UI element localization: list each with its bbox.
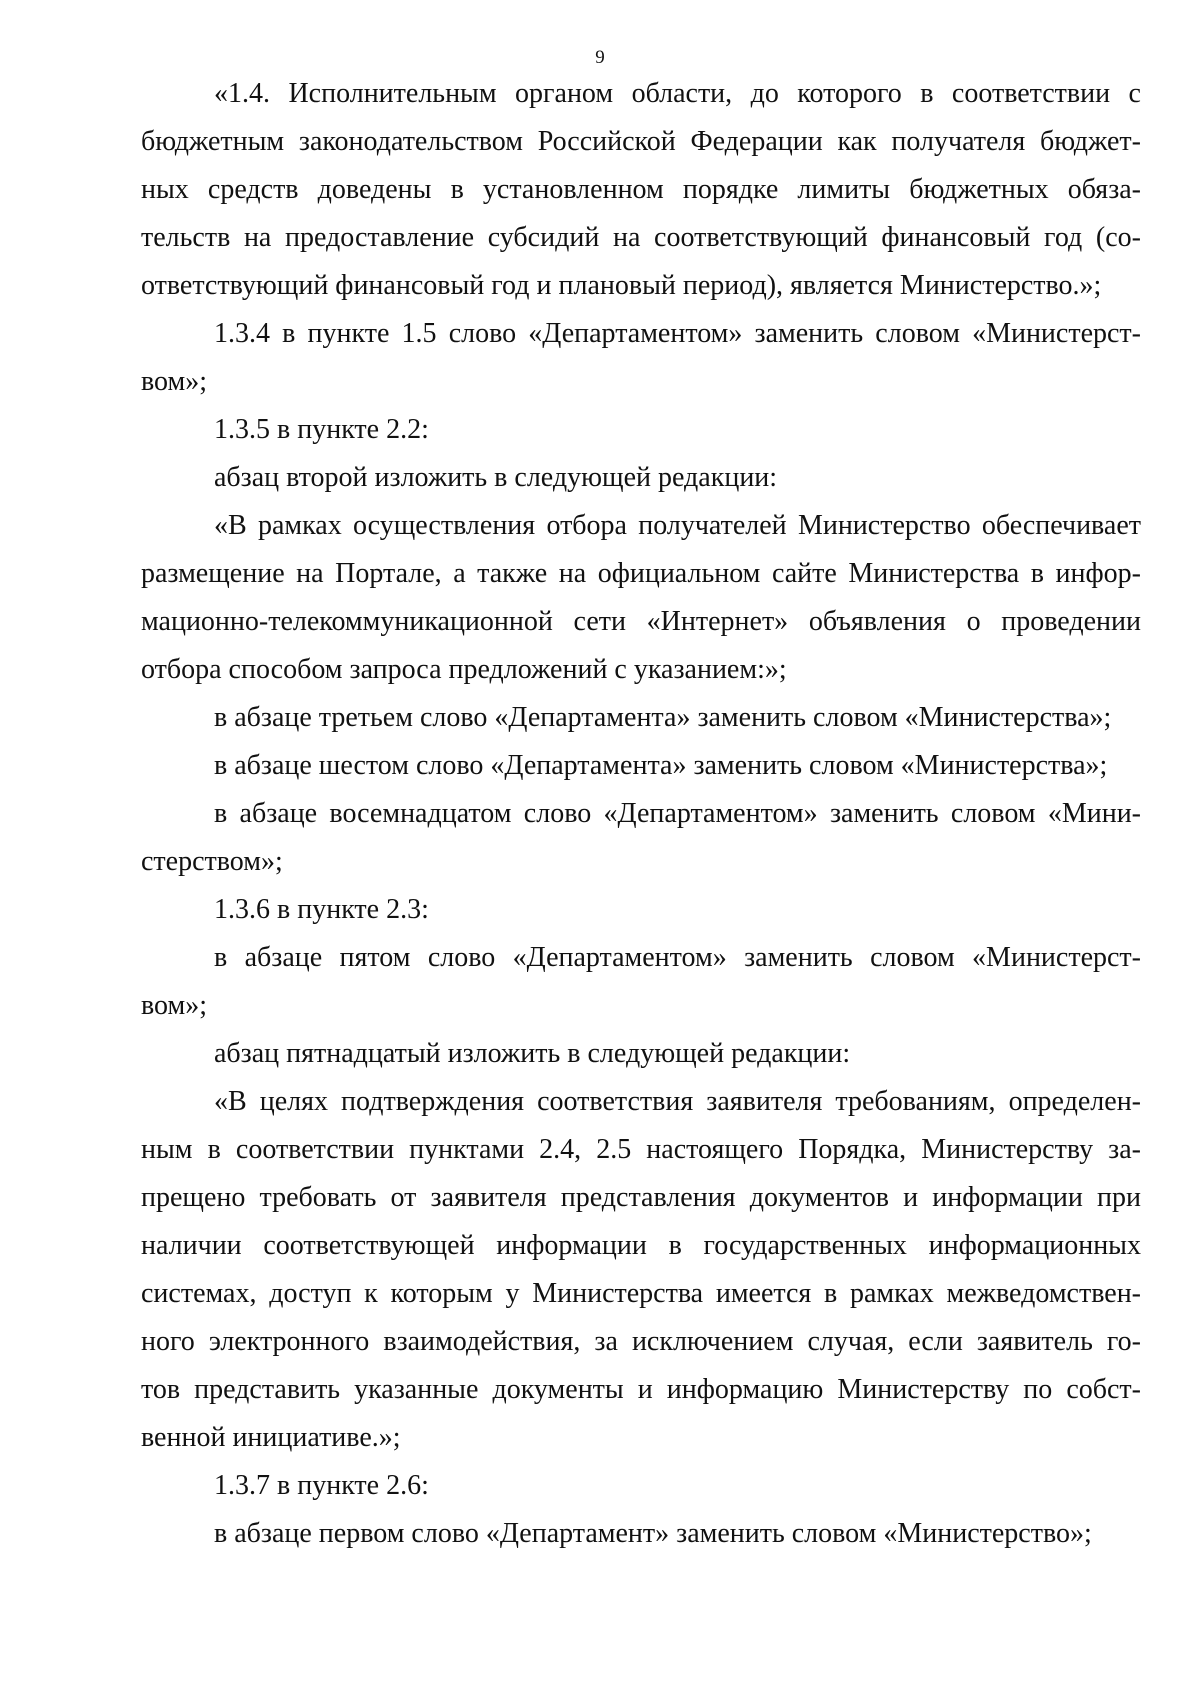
text-line: ответствующий финансовый год и плановый период), является Министерство.»;	[141, 270, 1102, 301]
text-line: 1.3.7 в пункте 2.6:	[214, 1470, 429, 1501]
document-paragraph	[141, 1510, 1141, 1558]
page-number: 9	[595, 47, 605, 68]
document-paragraph	[141, 694, 1141, 742]
document-paragraph	[141, 406, 1141, 454]
text-line: в абзаце пятом слово «Департаментом» заменить словом «Министерст-	[214, 942, 1141, 973]
text-line: ных средств доведены в установленном порядке лимиты бюджетных обяза-	[141, 174, 1141, 205]
text-line: в абзаце восемнадцатом слово «Департаментом» заменить словом «Мини-	[214, 798, 1141, 829]
text-line: мационно-телекоммуникационной сети «Интернет» объявления о проведении	[141, 606, 1141, 637]
text-line: ным в соответствии пунктами 2.4, 2.5 настоящего Порядка, Министерству за-	[141, 1134, 1141, 1165]
text-line: тельств на предоставление субсидий на соответствующий финансовый год (со-	[141, 222, 1141, 253]
text-line: абзац второй изложить в следующей редакции:	[214, 462, 778, 493]
text-line: 1.3.4 в пункте 1.5 слово «Департаментом» заменить словом «Министерст-	[214, 318, 1141, 349]
text-line: в абзаце шестом слово «Департамента» заменить словом «Министерства»;	[214, 750, 1108, 781]
document-paragraph	[141, 70, 1141, 310]
document-paragraph	[141, 502, 1141, 694]
document-paragraph	[141, 742, 1141, 790]
document-paragraph	[141, 454, 1141, 502]
text-line: вом»;	[141, 366, 207, 397]
text-line: прещено требовать от заявителя представления документов и информации при	[141, 1182, 1141, 1213]
text-line: вом»;	[141, 990, 207, 1021]
document-paragraph	[141, 1030, 1141, 1078]
text-line: «В рамках осуществления отбора получателей Министерство обеспечивает	[214, 510, 1141, 541]
document-paragraph	[141, 790, 1141, 886]
text-line: отбора способом запроса предложений с указанием:»;	[141, 654, 787, 685]
text-line: тов представить указанные документы и информацию Министерству по собст-	[141, 1374, 1141, 1405]
text-line: 1.3.6 в пункте 2.3:	[214, 894, 429, 925]
document-paragraph	[141, 1462, 1141, 1510]
text-line: ного электронного взаимодействия, за исключением случая, если заявитель го-	[141, 1326, 1141, 1357]
text-line: стерством»;	[141, 846, 283, 877]
text-line: венной инициативе.»;	[141, 1422, 401, 1453]
text-line: «В целях подтверждения соответствия заявителя требованиям, определен-	[214, 1086, 1141, 1117]
text-line: размещение на Портале, а также на официальном сайте Министерства в инфор-	[141, 558, 1141, 589]
document-paragraph	[141, 886, 1141, 934]
text-line: в абзаце третьем слово «Департамента» заменить словом «Министерства»;	[214, 702, 1112, 733]
text-line: системах, доступ к которым у Министерства имеется в рамках межведомствен-	[141, 1278, 1141, 1309]
document-paragraph	[141, 1078, 1141, 1462]
document-paragraph	[141, 310, 1141, 406]
text-line: наличии соответствующей информации в государственных информационных	[141, 1230, 1141, 1261]
text-line: абзац пятнадцатый изложить в следующей редакции:	[214, 1038, 851, 1069]
text-line: 1.3.5 в пункте 2.2:	[214, 414, 429, 445]
text-line: бюджетным законодательством Российской Федерации как получателя бюджет-	[141, 126, 1141, 157]
text-line: «1.4. Исполнительным органом области, до которого в соответствии с	[214, 78, 1141, 109]
document-paragraph	[141, 934, 1141, 1030]
text-line: в абзаце первом слово «Департамент» заменить словом «Министерство»;	[214, 1518, 1092, 1549]
document-body	[141, 70, 1141, 1558]
